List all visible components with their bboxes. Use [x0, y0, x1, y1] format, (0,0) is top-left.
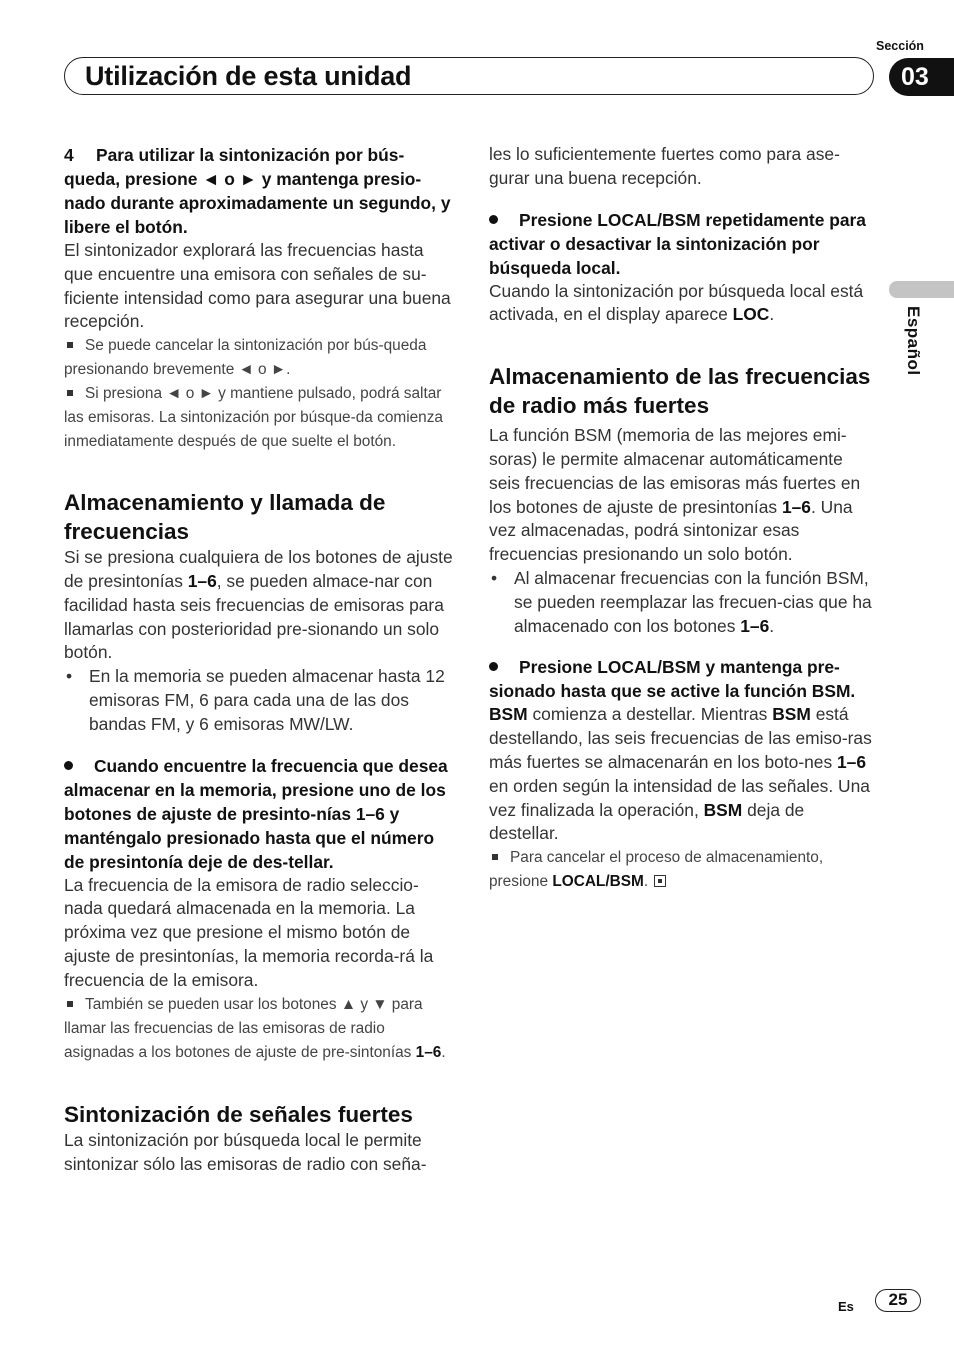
note: Si presiona ◄ o ► y mantiene pulsado, podrá saltar las emisoras. La sintonización por búsque-da comienza inmediatamente después de que suelte el botón. [64, 385, 443, 451]
paragraph: La frecuencia de la emisora de radio seleccio-nada quedará almacenada en la memoria. La próxima vez que presione el mismo botón de ajuste de presintonías, la memoria recorda-rá la frecuencia de la emisora. [64, 874, 434, 990]
paragraph: La sintonización por búsqueda local le permite sintonizar sólo las emisoras de radio con seña- [64, 1130, 427, 1174]
paragraph: La función BSM (memoria de las mejores emi-soras) le permite almacenar automáticamente seis frecuencias de las emisoras más fuertes en los botones de ajuste de presintonías 1–6. Una vez almacenadas, podrá sintonizar esas frecuencias presionando un solo botón. [489, 425, 861, 565]
step-4-title: Para utilizar la sintonización por bús-queda, presione ◄ o ► y mantenga presio-nado durante aproximadamente un segundo, y libere el botón. [64, 145, 451, 237]
bullet-dot-icon [489, 662, 498, 671]
step-4-body: El sintonizador explorará las frecuencias hasta que encuentre una emisora con señales de su-ficiente intensidad como para asegurar una buena recepción. [64, 240, 451, 332]
note-square-icon [67, 1001, 73, 1007]
note-square-icon [67, 342, 73, 348]
language-tab [889, 281, 954, 298]
footer-language-code: Es [838, 1299, 854, 1314]
note: Se puede cancelar la sintonización por bús-queda presionando brevemente ◄ o ►. [64, 337, 427, 379]
language-label: Español [904, 306, 923, 376]
paragraph: Si se presiona cualquiera de los botones de ajuste de presintonías 1–6, se pueden almace-nar con facilidad hasta seis frecuencias de emisoras para llamarlas con posterioridad pre-sionando un solo botón. [64, 547, 453, 663]
step-instruction: Presione LOCAL/BSM y mantenga pre-sionado hasta que se active la función BSM. [489, 657, 856, 702]
paragraph: les lo suficientemente fuertes como para ase-gurar una buena recepción. [489, 144, 840, 188]
section-heading: Sintonización de señales fuertes [64, 1101, 413, 1127]
left-column [64, 143, 454, 1177]
note: Para cancelar el proceso de almacenamiento, presione LOCAL/BSM. [489, 849, 824, 891]
step-4-instruction [64, 143, 454, 239]
section-heading: Almacenamiento de las frecuencias de radio más fuertes [489, 364, 871, 418]
paragraph: BSM comienza a destellar. Mientras BSM está destellando, las seis frecuencias de las emiso-ras más fuertes se almacenarán en los boto-nes 1–6 en orden según la intensidad de las señales. Una vez finalizada la operación, BSM deja de destellar. [489, 704, 872, 844]
section-label: Sección [876, 39, 924, 53]
chapter-header [64, 57, 874, 95]
bullet-item: • Al almacenar frecuencias con la función BSM, se pueden reemplazar las frecuen-cias que ha almacenado con los botones 1–6. [489, 567, 877, 638]
note: También se pueden usar los botones ▲ y ▼ para llamar las frecuencias de las emisoras de radio asignadas a los botones de ajuste de pre-sintonías 1–6. [64, 995, 446, 1061]
page-number: 25 [875, 1289, 921, 1312]
step-instruction: Cuando encuentre la frecuencia que desea almacenar en la memoria, presione uno de los botones de ajuste de presinto-nías 1–6 y manténgalo presionado hasta que el número de presintonía deje de des-tellar. [64, 755, 448, 872]
page-title: Utilización de esta unidad [85, 61, 412, 91]
bullet-dot-icon [489, 215, 498, 224]
right-column [489, 143, 877, 894]
section-number-badge: 03 [889, 58, 954, 96]
paragraph: Cuando la sintonización por búsqueda local está activada, en el display aparece LOC. [489, 280, 864, 325]
bullet-dot-icon [64, 761, 73, 770]
note-square-icon [67, 390, 73, 396]
bullet-item: • En la memoria se pueden almacenar hasta 12 emisoras FM, 6 para cada una de las dos bandas FM, y 6 emisoras MW/LW. [64, 665, 454, 736]
step-instruction: Presione LOCAL/BSM repetidamente para activar o desactivar la sintonización por búsqueda local. [489, 209, 866, 278]
end-of-section-icon [654, 875, 666, 887]
section-heading: Almacenamiento y llamada de frecuencias [64, 490, 386, 544]
step-number: 4 [64, 145, 74, 165]
note-square-icon [492, 854, 498, 860]
